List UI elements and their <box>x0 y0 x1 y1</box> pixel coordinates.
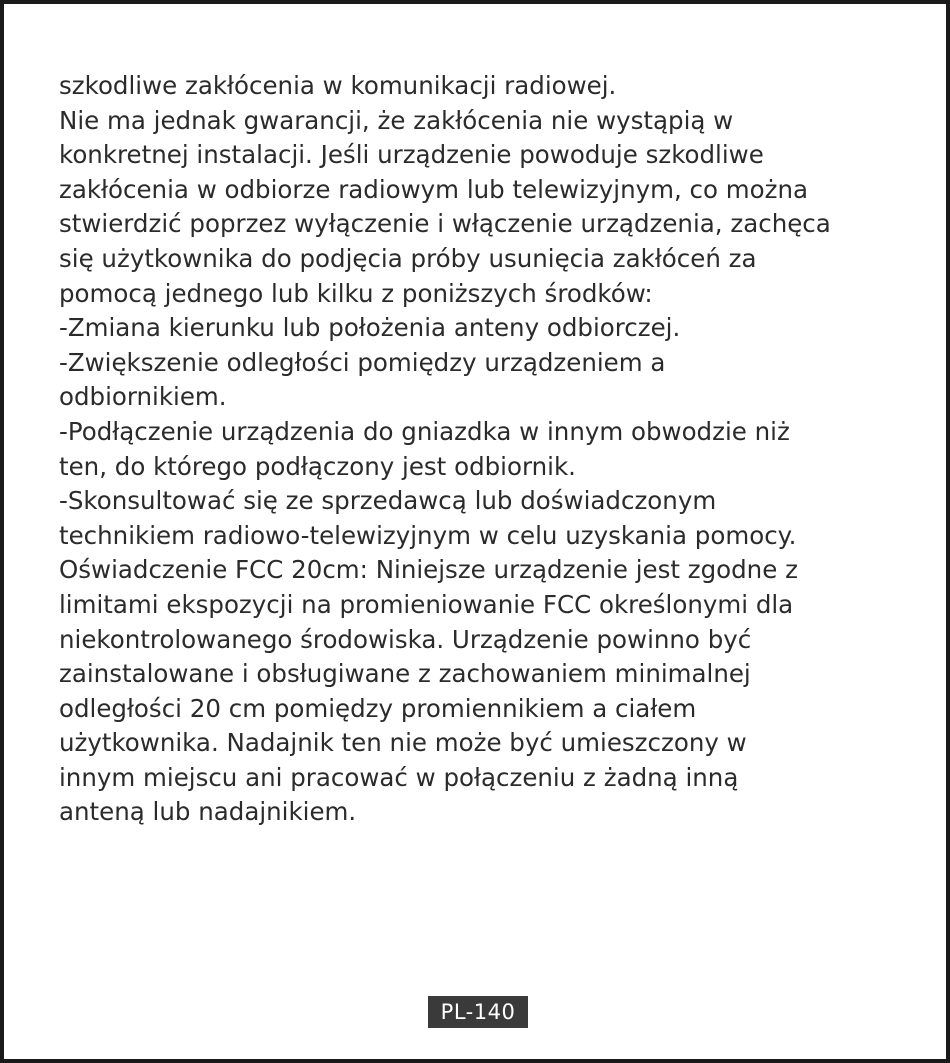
text-line: użytkownika. Nadajnik ten nie może być umieszczony w <box>59 728 747 758</box>
text-line: limitami ekspozycji na promieniowanie FCC określonymi dla <box>59 589 794 619</box>
text-line: odległości 20 cm pomiędzy promiennikiem a ciałem <box>59 693 697 723</box>
list-item: -Podłączenie urządzenia do gniazdka w innym obwodzie niż <box>59 416 790 446</box>
page-number-badge: PL-140 <box>428 996 528 1028</box>
text-line: się użytkownika do podjęcia próby usunięcia zakłóceń za <box>59 243 757 273</box>
text-line: stwierdzić poprzez wyłączenie i włączenie urządzenia, zachęca <box>59 209 831 239</box>
list-item: ten, do którego podłączony jest odbiornik. <box>59 451 576 481</box>
text-line: konkretnej instalacji. Jeśli urządzenie powoduje szkodliwe <box>59 140 764 170</box>
text-line: zakłócenia w odbiorze radiowym lub telewizyjnym, co można <box>59 174 809 204</box>
body-text <box>59 69 929 830</box>
list-item: -Skonsultować się ze sprzedawcą lub doświadczonym <box>59 486 717 516</box>
text-line: zainstalowane i obsługiwane z zachowaniem minimalnej <box>59 659 751 689</box>
list-item: odbiornikiem. <box>59 382 227 412</box>
text-line: Nie ma jednak gwarancji, że zakłócenia nie wystąpią w <box>59 105 734 135</box>
list-item: -Zmiana kierunku lub położenia anteny odbiorczej. <box>59 313 681 343</box>
text-line: innym miejscu ani pracować w połączeniu z żadną inną <box>59 762 739 792</box>
text-line: niekontrolowanego środowiska. Urządzenie powinno być <box>59 624 752 654</box>
text-line: anteną lub nadajnikiem. <box>59 797 357 827</box>
list-item: -Zwiększenie odległości pomiędzy urządzeniem a <box>59 347 666 377</box>
list-item: technikiem radiowo-telewizyjnym w celu uzyskania pomocy. <box>59 520 797 550</box>
text-line: Oświadczenie FCC 20cm: Niniejsze urządzenie jest zgodne z <box>59 555 798 585</box>
text-line: pomocą jednego lub kilku z poniższych środków: <box>59 278 653 308</box>
text-line: szkodliwe zakłócenia w komunikacji radiowej. <box>59 71 617 100</box>
